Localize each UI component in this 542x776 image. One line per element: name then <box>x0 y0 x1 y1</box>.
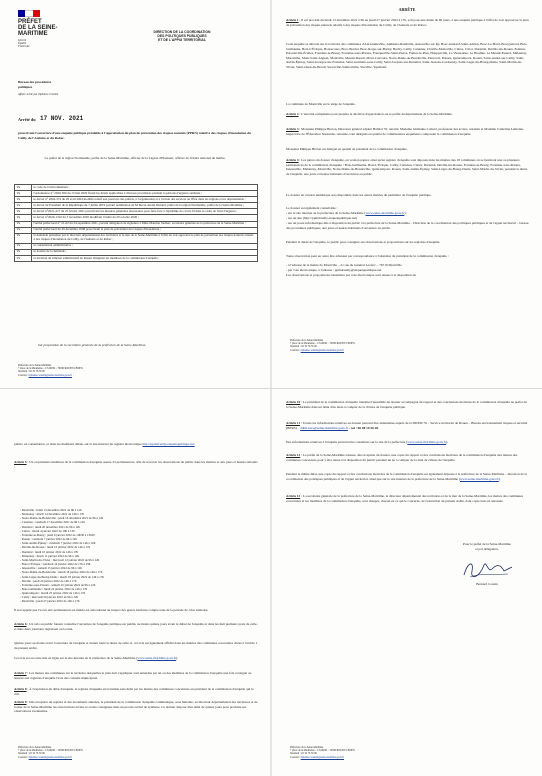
permanence-item: - Fontaine-le-Bourg : jeudi 6 janvier 2022 de 10h30 à 13h30 <box>20 532 95 537</box>
registry-link[interactable]: http://ppmdcuelly.enquetepublique.net <box>142 442 195 446</box>
vu-text: la décision du tribunal administratif de Rouen désignant les membres de la commission d'enquête ; <box>32 255 258 261</box>
article-4: Article 4 : Les pièces du dossier d'enquête, en version papier, ainsi qu'un registre d'enquête sont déposés dans les mairies des 18 communes où se tiendront une ou plusieurs permanences de la commission d'enquête : Bois-Guillaume, Bois-L'Évêque, Cailly, Canteleu, Clères, Darnétal, Déville-lès-Rouen, Fontaine-le-Bourg, Fontaine-sous-Préaux, Isneauville, Malaunay, Montville, Notre-Dame-de-Bondeville, Quincampoix, Rouen, Saint-Aubin-Épinay, Saint-Léger-du-Bourg-Denis, Saint-Martin-du-Vivier, pendant la durée de l'enquête, aux jours et heures habituels d'ouverture au public. <box>286 158 528 176</box>
article-8: Article 8 : À l'expiration du délai d'enquête, le registre d'enquête est transmis sans délai par les maires des communes concernées au président de la commission d'enquête qui le clôt. <box>14 687 254 696</box>
article-10: Article 10 : Le président de la commission d'enquête transmet l'ensemble du dossier accompagné du rapport et des conclusions motivées de la commission d'enquête au préfet de la Seine-Maritime dans un délai d'un mois à compter de la clôture de l'enquête publique. <box>286 400 527 409</box>
prefecture-website-link[interactable]: www.seine-maritime.gouv.fr <box>459 476 499 481</box>
correspondance-note: Les observations et propositions transmises par voie électronique sont tenues à la disposition du <box>286 273 417 277</box>
article-11-online: Des informations relatives à l'enquête peuvent être consultées sur le site de la préfecture (www.seine-maritime.gouv.fr). <box>286 440 449 444</box>
permanence-item: - Cailly : mercredi 26 janvier 2022 de 9h à 12h <box>20 595 79 600</box>
permanence-item: - Darnétal : lundi 20 décembre 2021 de 9h à 12h <box>20 524 80 529</box>
vu-key: Vu <box>15 197 32 203</box>
direction-header: DIRECTION DE LA COORDINATION DES POLITIQUES PUBLIQUES ET DE L'APPUI TERRITORIAL <box>153 30 211 42</box>
vu-text: l'arrêté préfectoral n° 21-02 du 24 septembre 2021, portant délégation de signature à Mme Maurine Sieffert, secrétaire générale de la préfecture de la Seine-Maritime ; <box>32 221 258 227</box>
permanence-item: - Rouen : vendredi 7 janvier 2022 de 9h à 12h <box>20 537 77 542</box>
prefecture-website-link[interactable]: www.seine-maritime.gouv.fr <box>407 440 447 444</box>
communes-list: Cette enquête se déroule sur le territoire des communes d'Anceaumeville, Authieux-Ratiéville, Auzouville sur Ry, Bosc-Guérard-Saint-Adrien, Bosc-Le-Hard, Boscguérard, Bois-Guillaume, Bois-L'Évêque, Bonsecours, Bosc-Bordel, Bosc-Roger-sur-Buchy, Buchy, Cailly, Canteleu, Claville-Motteville, Clères, Critot, Darnétal, Déville-lès-Rouen, Eslettes, Estouteville-Écalles, Fontaine-le-Bourg, Fontaine-sous-Préaux, Franqueville-Saint-Pierre, Frénes-le-Plan, Houppeville, La Vieux-Rue, Le Houlme, Le Mesnil-Esnard, Malaunay, Maromme, Mont-Saint-Aignan, Montville, Mesnil-Raoult, Mont-Cauvaire, Notre-Dame-de-Bondeville, Pierreval, Préaux, Quincampoix, Rouen, Saint-André-sur-Cailly, Saint-Aubin-Épinay, Saint-Georges-sur-Fontaine, Saint-Germain-sous-Cailly, Saint-Jacques-sur-Darnétal, Saint-Jean-du-Cardonnay, Saint-Léger-du-Bourg-Denis, Saint-Martin-du-Vivier, Saint-Ouen-du-Breuil, Servaville-Salmonville, Sierville, Yquebeuf. <box>286 42 528 69</box>
article-2: Article 2 : L'autorité compétente pour prendre la décision d'approbation est le préfet du département de la Seine-Maritime. <box>286 112 453 116</box>
prefecture-website-link[interactable]: www.seine-maritime.gouv.fr <box>365 211 405 215</box>
correspondance-email: - par voie électronique, à l'adresse : ppmdcuelly@enquetepublique.net <box>286 268 382 272</box>
permanence-item: - Isneauville : samedi 15 janvier 2022 de 9h à 12h <box>20 566 82 571</box>
permanence-item: - Saint-Aubin-Épinay : vendredi 7 janvier 2022 de 14h à 16h <box>20 541 96 546</box>
permanence-item: - Fontaine-sous-Préaux : samedi 22 janvier 2022 de 9h à 12h <box>20 582 96 587</box>
article-12: Article 12 : Le préfet de la Seine-Maritime adresse, dès réception du dossier, une copie du rapport et des conclusions motivées de la commission d'enquête aux maires des communes concernées pour y être tenue à la disposition du public pendant un an à compter de la date de clôture de l'enquête. <box>286 453 518 462</box>
signatory-name: Bernard Cousin <box>476 582 498 586</box>
document-page-3 <box>0 390 270 776</box>
observations-text: Pendant la durée de l'enquête, le public peut consigner ses observations et propositions sur les registres d'enquête. <box>286 240 441 244</box>
vu-text: le décret n°2020-1310 du 3 novembre 2020 modifiant l'arrêté du 29 octobre 2020 ; <box>32 215 258 221</box>
vu-text: le décret n°2021-217 du 25 février 2021 prescrivant les mesures générales nécessaires pour faire face à l'épidémie de covid-19 dans le cadre de l'état d'urgence ; <box>32 209 258 215</box>
page2-footer: Préfecture de la Seine-Maritime 7 place de la Madeleine – CS16036 – 76036 ROUEN CEDEX Standard : 02 32 76 50 00 Courriel : tiphaine.cotentin@seine-maritime.gouv.fr <box>290 339 355 352</box>
footer-email-link[interactable]: tiphaine.cotentin@seine-maritime.gouv.fr <box>28 755 73 759</box>
marianne-logo <box>18 10 57 48</box>
vu-row <box>15 233 258 243</box>
article-6-display: Quinze jours au moins avant l'ouverture de l'enquête et durant toute la durée de celle-ci, cet avis est également affiché dans les mairies des communes concernées citées à l'article 1 du présent arrêté. <box>14 641 258 650</box>
arrete-label: Arrêté du <box>18 117 36 122</box>
vu-text: la demande présentée par le directeur départemental des territoires et la mer de la Seine-Maritime à l'effet de voir approuvé le plan de prévention des risques naturels relatifs à des risques d'inondation du Cailly, de l'Aubette et du Robec ; <box>32 233 258 243</box>
affaire-label: Affaire suivie par Tiphaine Cotentin <box>18 93 59 96</box>
permanence-item: - Darnétal : lundi 10 janvier 2022 de 14h à 17h <box>20 549 79 554</box>
permanence-item: - Déville : jeudi 20 janvier 2022 de 14h à 17h <box>20 578 77 583</box>
ddtm-email-link[interactable]: ddtm-bers@seine-maritime.gouv.fr <box>300 425 348 430</box>
vu-row <box>15 255 258 261</box>
arrete-title: prescrivant l'ouverture d'une enquête publique préalable à l'approbation du plan de prévention des risques naturels (PPRN) relatif à des risques d'inondation du Cailly, de l'Aubette et du Robec. <box>18 131 251 140</box>
vu-key: Vu <box>15 209 32 215</box>
vu-key: Vu <box>15 249 32 255</box>
vu-text: l'arrêté préfectoral du 29 décembre 2008 prescrivant le plan de prévention des risques d'inondation ; <box>32 227 258 233</box>
siege-text: La commune de Montville est le siège de l'enquête. <box>286 102 356 106</box>
vu-text: le décret du Président de la République du 7 juillet 2019 portant nomination de M Pierre-André Durand, préfet de la région Normandie, préfet de la Seine-Maritime ; <box>32 203 258 209</box>
permanence-item: - Saint-Martin-du-Vivier : mercredi 12 janvier 2022 de 9h à 12h <box>20 557 100 562</box>
tricolor-flag-icon <box>18 10 40 17</box>
footer-email-link[interactable]: tiphaine.cotentin@seine-maritime.gouv.fr <box>300 755 345 759</box>
permanence-item: - Bois-Guillaume : lundi 24 janvier 2022 de 14h à 17h <box>20 586 88 591</box>
correspondance-address: - à l'adresse de la mairie de Montville – 21 rue du Général Leclerc – 76710 Montville <box>286 263 402 267</box>
vu-key: Vu <box>15 233 32 243</box>
document-page-1 <box>0 0 270 388</box>
article-4-digital: Le dossier en version numérique sera disponible dans les autres mairies du périmètre de l'enquête publique. <box>286 193 432 197</box>
vu-key: Vu <box>15 203 32 209</box>
permanences-schedule <box>20 508 104 604</box>
permanence-item: - Notre-Dame-de-Bondeville : mardi 18 janvier 2022 de 14h à 17h <box>20 570 103 575</box>
handwritten-signature-icon <box>458 557 516 581</box>
consult-intro: Le dossier est également consultable : <box>286 206 338 210</box>
permanence-item: - Montville : lundi 13 décembre 2021 de 9h à 12h <box>20 508 82 512</box>
document-page-2 <box>272 0 542 388</box>
proposal-text: Sur proposition de la secrétaire générale de la préfecture de la Seine-Maritime, <box>38 343 147 347</box>
vu-key: Vu <box>15 255 32 261</box>
arrete-heading: ARRÊTE <box>398 7 416 12</box>
correspondance-text: Toute observation peut en outre être adressée par correspondance à l'attention du président de la commission d'enquête : <box>286 254 449 258</box>
article-3: Article 3 : Monsieur Philippe Breton, Directeur général adjoint Habitat 76, retraité, Madame Ghislaine Collard, professeur des écoles, retraitée et Madame Catherine Lemoine, inspectrice de l'Éducation Nationale, retraitée, sont désignés en qualité de commissaires enquêteurs composant la commission d'enquête. <box>286 127 524 136</box>
article-6-online: Cet avis est en outre mis en ligne sur le site internet de la préfecture de la Seine-Maritime (www.seine-maritime.gouv.fr). <box>14 656 179 660</box>
motto: Liberté Égalité Fraternité <box>18 38 30 48</box>
prefect-title: Le préfet de la région Normandie, préfet de la Seine-Maritime, officier de la Légion d'Honneur, officier de l'Ordre national du mérite, <box>44 156 226 160</box>
consult-line-2: - sur un site (http://ppmdcuelly.enquetepublique.net) <box>286 216 358 220</box>
vu-text: le dossier de la demande ; <box>32 249 258 255</box>
article-7: Article 7 : Les maires des communes sur le territoire desquelles le plan doit s'appliquer sont entendus par un ou des membres de la commission d'enquête une fois consigné ou annexé aux registres d'enquête l'avis des conseils municipaux. <box>14 671 252 680</box>
sanitary-reminder: Il est rappelé que l'accès aux permanences en mairie est subordonné au respect des gestes barrières compte tenu de la période de crise sanitaire. <box>14 608 209 612</box>
permanence-item: - Déville-lès-Rouen : lundi 10 janvier 2022 de 14h à 17h <box>20 545 91 550</box>
flag-white <box>25 10 32 17</box>
permanence-item: - Montville : jeudi 27 janvier 2022 de 14h à 17h <box>20 599 80 604</box>
page3-footer: Préfecture de la Seine-Maritime 7 place de la Madeleine – CS16036 – 76036 ROUEN CEDEX Standard : 02 32 76 50 00 Courriel : tiphaine.cotentin@seine-maritime.gouv.fr <box>18 746 83 759</box>
bureau-label: Bureau des procédures publiques <box>18 80 52 89</box>
vu-text: la consultation administrative ; <box>32 243 258 249</box>
article-13: Article 13 : La secrétaire générale de la préfecture de la Seine-Maritime, le directeur départemental des territoires et de la mer de la Seine-Maritime, les maires des communes concernées et les membres de la commission d'enquête, sont chargés, chacun en ce qui le concerne, de l'exécution du présent arrêté, dont copie leur est adressée. <box>286 494 523 503</box>
vu-text: le code de l'environnement ; <box>32 185 258 191</box>
vu-table <box>14 184 258 262</box>
permanence-item: - Canteleu : vendredi 17 décembre 2021 de 9h à 12h <box>20 520 85 525</box>
footer-email-link[interactable]: tiphaine.cotentin@seine-maritime.gouv.fr <box>300 348 345 352</box>
article-5: Article 5 : Un ou plusieurs membres de la commission d'enquête assure 23 permanences, afin de recevoir les observations du public dans les mairies et aux jours et heures suivants : <box>14 460 258 469</box>
vu-text: le décret n° 2004-374 du 29 avril 2004 modifié relatif aux pouvoirs des préfets, à l'organisation et à l'action des services de l'État dans les régions et les départements ; <box>32 197 258 203</box>
permanence-item: - Notre-Dame-de-Bondeville : jeudi 16 décembre 2021 de 9h à 12h <box>20 516 104 521</box>
arrete-date-stamp: 17 NOV. 2021 <box>40 115 84 122</box>
row-gutter <box>0 388 542 389</box>
article-1: Article 1 : Il est procédé du lundi 13 décembre 2021 à 9h au jeudi 27 janvier 2022 à 17h, soit pour une durée de 46 jours, à une enquête publique à l'effet de voir approuver le plan de prévention des risques naturels relatifs à des risques d'inondation du Cailly, de l'Aubette et du Robec. <box>286 18 529 27</box>
registry-intro: public, en consultation, et dans les meilleurs délais, sur le site internet du registre électronique http://ppmdcuelly.enquetepublique.net <box>14 442 195 446</box>
prefecture-website-link[interactable]: www.seine-maritime.gouv.fr <box>137 656 177 660</box>
permanence-item: - Clères : mardi 4 janvier 2022 de 10h à 13h <box>20 528 75 533</box>
page4-footer: Préfecture de la Seine-Maritime 7 place de la Madeleine – CS16036 – 76036 ROUEN CEDEX Standard : 02 32 76 50 00 Courriel : tiphaine.cotentin@seine-maritime.gouv.fr <box>290 746 355 759</box>
flag-red <box>33 10 40 17</box>
document-page-4 <box>272 390 542 776</box>
vu-key: Vu <box>15 221 32 227</box>
flag-blue <box>18 10 25 17</box>
signature-block: Pour le préfet de la Seine-Maritime et par délégation, <box>463 542 511 551</box>
article-6: Article 6 : Un avis au public faisant connaître l'ouverture de l'enquête publique est publié, au moins quinze jours avant le début de l'enquête et dans les huit premiers jours de celle-ci dans deux journaux régionaux ou locaux. <box>14 622 258 631</box>
consult-line-1: - sur le site internet de la préfecture de la Seine-Maritime (www.seine-maritime.gouv.fr) ; <box>286 211 408 215</box>
article-9: Article 9 : Dès réception du registre et des documents annexés, le président de la commission d'enquête communique, sous huitaine, au directeur départemental des territoires et de la mer de la Seine-Maritime les observations écrites et orales consignées dans un procès-verbal de synthèse. Ce dernier dispose d'un délai de quinze jours pour produire ses observations éventuelles. <box>14 700 258 714</box>
vu-key: Vu <box>15 215 32 221</box>
footer-email-link[interactable]: tiphaine.cotentin@seine-maritime.gouv.fr <box>28 373 73 377</box>
vu-key: Vu <box>15 227 32 233</box>
prefect-name: PRÉFET DE LA SEINE- MARITIME <box>18 19 58 38</box>
article-12-deposit: Pendant le même délai, une copie du rapport et des conclusions motivées de la commission d'enquête est également déposée à la préfecture de la Seine-Maritime – direction de la coordination des politiques publiques et de l'appui territorial, ainsi que sur le site internet de la préfecture de la Seine-Maritime (www.seine-maritime.gouv.fr). <box>286 472 527 481</box>
permanence-item: - Malaunay : mardi 14 décembre 2021 de 14h à 17h <box>20 512 85 517</box>
permanence-item: - Bois-L'Évêque : vendredi 14 janvier 2022 de 17h à 19h <box>20 562 91 567</box>
article-11: Article 11 : Toutes les informations relatives au dossier peuvent être demandées auprès de la DDTM 76 – Service territorial de Rouen – Bureau environnement risques et sécurité (BERS) – ddtm-bers@seine-maritime.gouv.fr – tel : 06 08 10 56 28. <box>286 421 528 430</box>
page1-footer: Préfecture de la Seine-Maritime 7 place de la Madeleine – CS16036 – 76036 ROUEN CEDEX Standard : 02 32 76 50 00 Courriel : tiphaine.cotentin@seine-maritime.gouv.fr <box>18 364 83 377</box>
vu-key: Vu <box>15 191 32 197</box>
vu-text: l'ordonnance n° 2020-560 du 13 mai 2020 fixant les délais applicables à diverses procédures pendant la période d'urgence sanitaire ; <box>32 191 258 197</box>
permanence-item: - Saint-Léger-du-Bourg-Denis : mardi 18 janvier 2022 de 14h à 17h <box>20 574 104 579</box>
article-3-president: Monsieur Philippe Breton est désigné en qualité de président de la commission d'enquête. <box>286 147 408 151</box>
consult-line-3: - sur un poste informatique mis à disposition du public à la préfecture de la Seine-Maritime – Direction de la coordination des politiques publiques et de l'appui territorial – bureau des procédures publiques, aux jours et heures habituels d'ouverture au public. <box>286 221 529 230</box>
permanence-item: - Malaunay : mardi 11 janvier 2022 de 9h à 12h <box>20 553 79 558</box>
vu-key: Vu <box>15 185 32 191</box>
vu-key: Vu <box>15 243 32 249</box>
permanence-item: - Quincampoix : mardi 25 janvier 2022 de 14h à 17h <box>20 591 86 596</box>
